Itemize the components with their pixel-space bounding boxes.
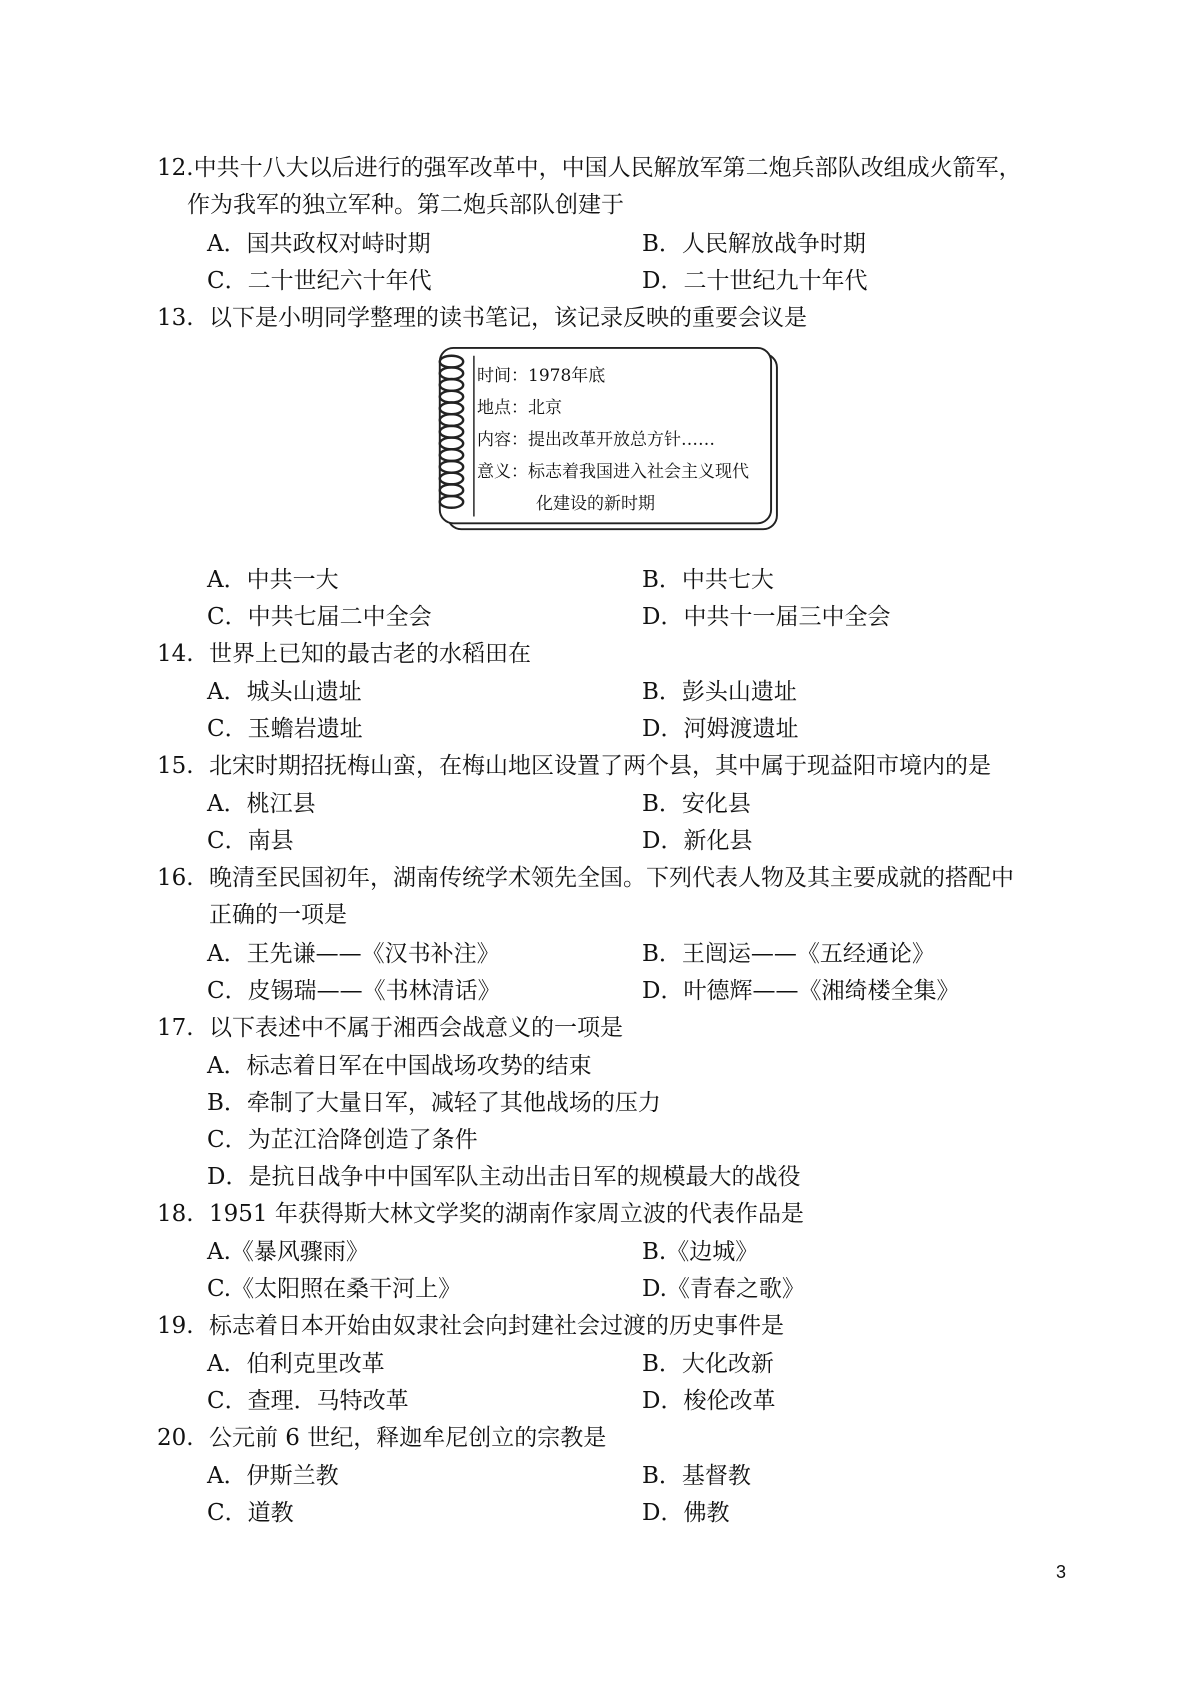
option-c: C．为芷江洽降创造了条件 bbox=[207, 1127, 478, 1153]
option-c: C．玉蟾岩遗址 bbox=[207, 716, 363, 742]
notebook-meaning-cont: 化建设的新时期 bbox=[536, 494, 655, 514]
option-d: D．叶德辉——《湘绮楼全集》 bbox=[642, 978, 960, 1004]
stem-line: 1951 年获得斯大林文学奖的湖南作家周立波的代表作品是 bbox=[209, 1201, 804, 1227]
notebook-content: 内容：提出改革开放总方针…… bbox=[477, 430, 715, 450]
option-a: A．中共一大 bbox=[207, 567, 339, 593]
option-c: C．查理．马特改革 bbox=[207, 1388, 409, 1414]
options-16 bbox=[207, 936, 1077, 1010]
stem-line: 中共十八大以后进行的强军改革中，中国人民解放军第二炮兵部队改组成火箭军， bbox=[193, 155, 1022, 181]
option-b: B.《边城》 bbox=[642, 1239, 759, 1265]
option-a: A．标志着日军在中国战场攻势的结束 bbox=[207, 1053, 592, 1079]
question-18 bbox=[157, 1196, 1077, 1233]
question-13 bbox=[157, 300, 1077, 337]
option-d: D．佛教 bbox=[642, 1500, 730, 1526]
options-20 bbox=[207, 1458, 1077, 1532]
option-c: C．南县 bbox=[207, 828, 294, 854]
option-b: B．中共七大 bbox=[642, 567, 774, 593]
option-d: D．梭伦改革 bbox=[642, 1388, 776, 1414]
option-b: B．彭头山遗址 bbox=[642, 679, 797, 705]
question-16 bbox=[157, 860, 1077, 934]
question-number: 19. bbox=[157, 1313, 194, 1339]
option-b: B．安化县 bbox=[642, 791, 751, 817]
question-12 bbox=[157, 150, 1077, 224]
option-c: C．道教 bbox=[207, 1500, 294, 1526]
question-stem bbox=[157, 150, 1077, 187]
question-number: 14. bbox=[157, 641, 194, 667]
option-c: C.《太阳照在桑干河上》 bbox=[207, 1276, 462, 1302]
notebook-time: 时间：1978年底 bbox=[477, 366, 606, 386]
stem-line: 正确的一项是 bbox=[209, 902, 347, 928]
option-b: B．王闿运——《五经通论》 bbox=[642, 941, 935, 967]
question-number: 20. bbox=[157, 1425, 194, 1451]
stem-line: 以下表述中不属于湘西会战意义的一项是 bbox=[209, 1015, 623, 1041]
option-b: B．基督教 bbox=[642, 1463, 751, 1489]
question-number: 18. bbox=[157, 1201, 194, 1227]
option-d: D．中共十一届三中全会 bbox=[642, 604, 891, 630]
options-17 bbox=[207, 1048, 1077, 1196]
options-12 bbox=[207, 226, 1077, 300]
stem-line: 北宋时期招抚梅山蛮，在梅山地区设置了两个县，其中属于现益阳市境内的是 bbox=[209, 753, 991, 779]
option-a: A．伊斯兰教 bbox=[207, 1463, 339, 1489]
notebook-place: 地点：北京 bbox=[477, 398, 562, 418]
options-19 bbox=[207, 1346, 1077, 1420]
question-number: 16. bbox=[157, 865, 194, 891]
notebook-meaning: 意义：标志着我国进入社会主义现代 bbox=[477, 462, 749, 482]
option-c: C．二十世纪六十年代 bbox=[207, 268, 432, 294]
option-a: A．城头山遗址 bbox=[207, 679, 362, 705]
options-14 bbox=[207, 674, 1077, 748]
stem-line: 晚清至民国初年，湖南传统学术领先全国。下列代表人物及其主要成就的搭配中 bbox=[209, 865, 1014, 891]
question-number: 12. bbox=[157, 155, 194, 181]
option-c: C．皮锡瑞——《书林清话》 bbox=[207, 978, 501, 1004]
option-d: D．是抗日战争中中国军队主动出击日军的规模最大的战役 bbox=[207, 1164, 801, 1190]
option-a: A．王先谦——《汉书补注》 bbox=[207, 941, 500, 967]
option-a: A.《暴风骤雨》 bbox=[207, 1239, 369, 1265]
option-a: A．国共政权对峙时期 bbox=[207, 231, 431, 257]
stem-line: 公元前 6 世纪，释迦牟尼创立的宗教是 bbox=[209, 1425, 607, 1451]
options-15 bbox=[207, 786, 1077, 860]
option-d: D．新化县 bbox=[642, 828, 753, 854]
stem-line: 世界上已知的最古老的水稻田在 bbox=[209, 641, 531, 667]
option-c: C．中共七届二中全会 bbox=[207, 604, 432, 630]
option-a: A．伯利克里改革 bbox=[207, 1351, 385, 1377]
question-number: 15. bbox=[157, 753, 194, 779]
stem-line: 标志着日本开始由奴隶社会向封建社会过渡的历史事件是 bbox=[209, 1313, 784, 1339]
question-20 bbox=[157, 1420, 1077, 1457]
page-number: 3 bbox=[1056, 1562, 1067, 1582]
question-number: 13. bbox=[157, 305, 194, 331]
stem-line: 以下是小明同学整理的读书笔记，该记录反映的重要会议是 bbox=[209, 305, 807, 331]
option-b: B．牵制了大量日军，减轻了其他战场的压力 bbox=[207, 1090, 661, 1116]
option-a: A．桃江县 bbox=[207, 791, 316, 817]
option-b: B．大化改新 bbox=[642, 1351, 774, 1377]
question-17 bbox=[157, 1010, 1077, 1047]
stem-line: 作为我军的独立军种。第二炮兵部队创建于 bbox=[187, 192, 624, 218]
question-number: 17. bbox=[157, 1015, 194, 1041]
notebook-text bbox=[477, 360, 777, 520]
question-19 bbox=[157, 1308, 1077, 1345]
option-d: D.《青春之歌》 bbox=[642, 1276, 805, 1302]
option-b: B．人民解放战争时期 bbox=[642, 231, 866, 257]
question-15 bbox=[157, 748, 1077, 785]
question-14 bbox=[157, 636, 1077, 673]
option-d: D．二十世纪九十年代 bbox=[642, 268, 868, 294]
options-18 bbox=[207, 1234, 1077, 1308]
option-d: D．河姆渡遗址 bbox=[642, 716, 799, 742]
options-13 bbox=[207, 562, 1077, 636]
